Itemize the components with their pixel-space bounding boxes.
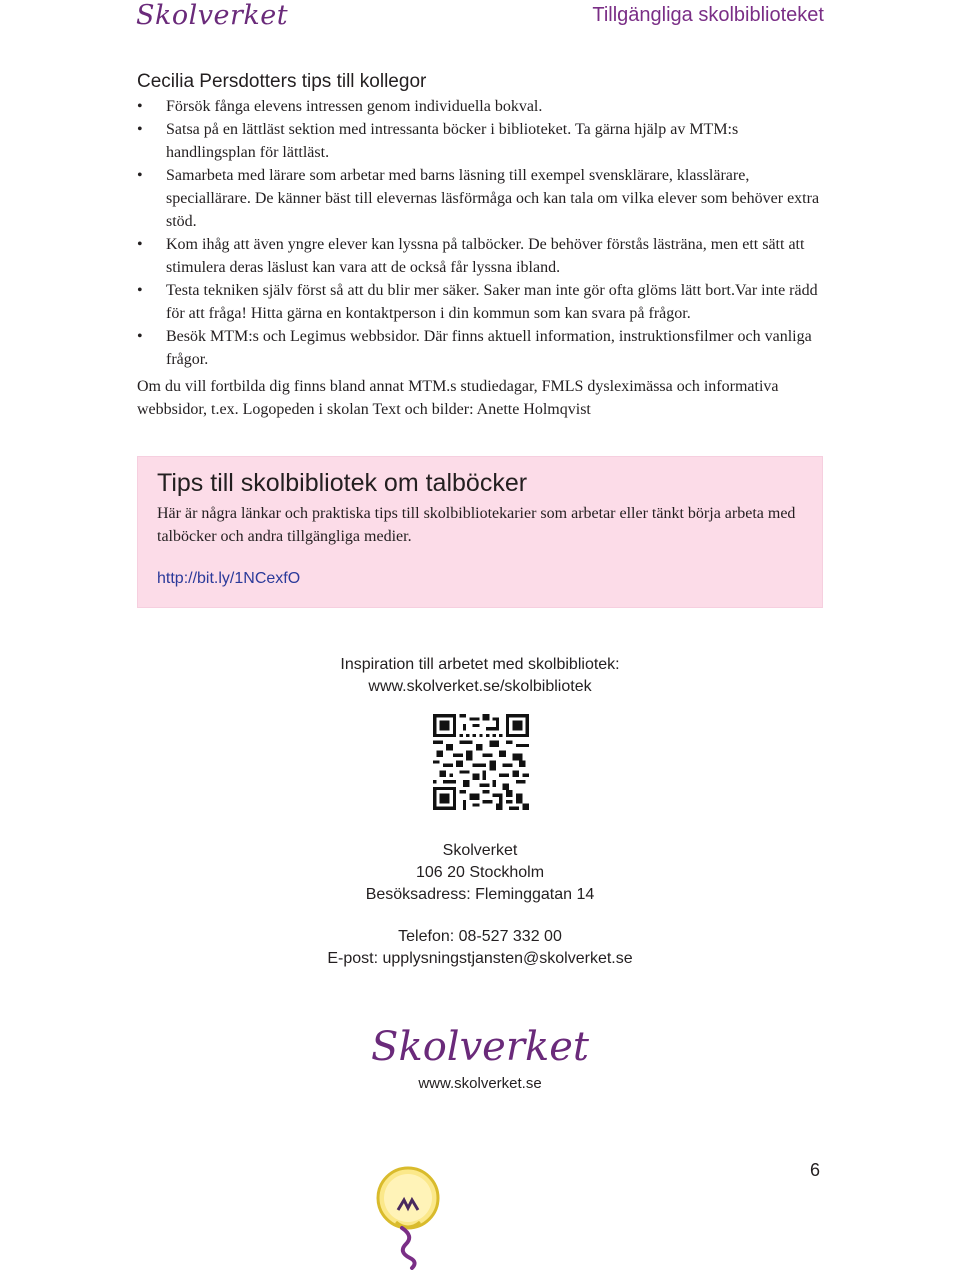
talbocker-tips-box xyxy=(137,456,823,608)
tips-list xyxy=(137,95,827,371)
visiting-address: Besöksadress: Fleminggatan 14 xyxy=(365,886,595,903)
box-body: Här är några länkar och praktiska tips till skolbibliotekarier som arbetar eller tänkt börja arbeta med talböcker och andra tillgängliga medier. xyxy=(157,505,796,545)
list-item: • Kom ihåg att även yngre elever kan lyssna på talböcker. De behöver förstås lästräna, men ett sätt att stimulera deras läslust kan vara att de också får lyssna ibland. xyxy=(137,233,827,279)
inspiration-block xyxy=(0,654,960,698)
inspiration-url[interactable]: www.skolverket.se/skolbibliotek xyxy=(368,678,592,695)
document-title: Tillgängliga skolbiblioteket xyxy=(592,4,824,26)
tips-heading: Cecilia Persdotters tips till kollegor xyxy=(137,71,427,92)
skolverket-logo: Skolverket xyxy=(136,0,289,31)
list-item: • Samarbeta med lärare som arbetar med barns läsning till exempel svensklärare, klasslärare, speciallärare. De känner bäst till elevernas läsförmåga och kan tala om vilka elever som behöver extra stöd. xyxy=(137,164,827,233)
postal-address: 106 20 Stockholm xyxy=(415,864,545,881)
footer-url[interactable]: www.skolverket.se xyxy=(418,1075,542,1092)
list-item: • Satsa på en lättläst sektion med intressanta böcker i biblioteket. Ta gärna hjälp av MTM:s handlingsplan för lättläst. xyxy=(137,118,827,164)
page-number: 6 xyxy=(810,1160,821,1180)
bitly-link[interactable]: http://bit.ly/1NCexfO xyxy=(157,570,301,587)
inspiration-text: Inspiration till arbetet med skolbibliotek: xyxy=(340,656,620,673)
box-title: Tips till skolbibliotek om talböcker xyxy=(157,469,528,497)
org-name: Skolverket xyxy=(442,842,518,859)
list-item: • Testa tekniken själv först så att du blir mer säker. Saker man inte gör ofta glöms lätt bort.Var inte rädd för att fråga! Hitta gärna en kontaktperson i din kommun som kan svara på frågor. xyxy=(137,279,827,325)
contact-block xyxy=(0,926,960,970)
lightbulb-icon xyxy=(362,1162,454,1270)
phone: Telefon: 08-527 332 00 xyxy=(398,928,562,945)
qr-code-icon[interactable] xyxy=(433,714,529,810)
email[interactable]: E-post: upplysningstjansten@skolverket.se xyxy=(327,950,633,967)
address-block xyxy=(0,840,960,906)
skolverket-footer-logo: Skolverket xyxy=(371,1024,589,1070)
list-item: • Försök fånga elevens intressen genom individuella bokval. xyxy=(137,95,827,118)
tips-extra-paragraph: Om du vill fortbilda dig finns bland annat MTM.s studiedagar, FMLS dysleximässa och informativa webbsidor, t.ex. Logopeden i skolan Text och bilder: Anette Holmqvist xyxy=(137,378,779,418)
list-item: • Besök MTM:s och Legimus webbsidor. Där finns aktuell information, instruktionsfilmer och vanliga frågor. xyxy=(137,325,827,371)
